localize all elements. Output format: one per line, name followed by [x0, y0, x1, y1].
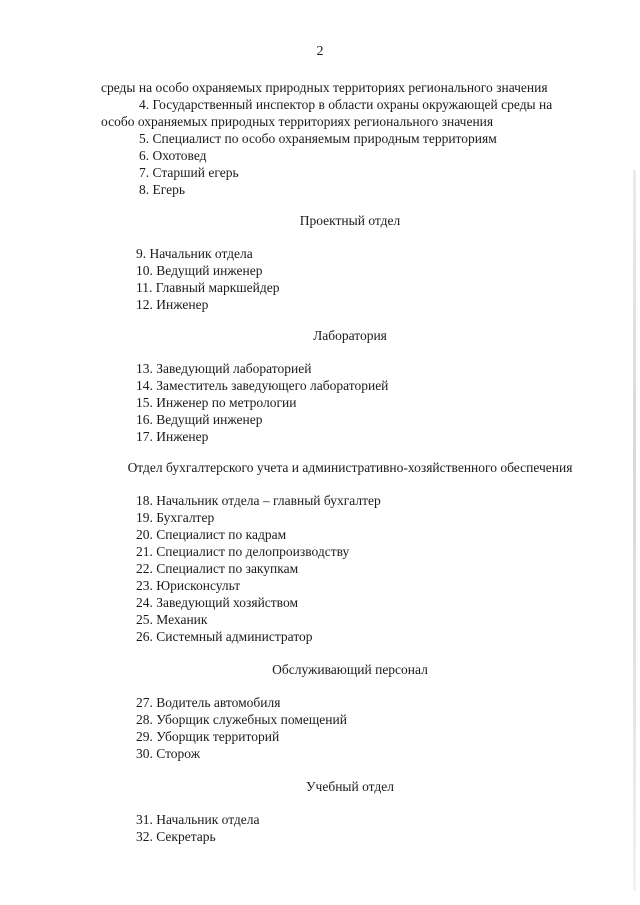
- page-number: 2: [316, 44, 324, 59]
- intro-line: 8. Егерь: [139, 182, 186, 197]
- list-item: 23. Юрисконсульт: [136, 578, 241, 593]
- intro-line: 5. Специалист по особо охраняемым природным территориям: [139, 131, 497, 146]
- list-item: 11. Главный маркшейдер: [136, 280, 280, 295]
- intro-line: особо охраняемых природных территориях регионального значения: [101, 114, 494, 129]
- intro-line: 4. Государственный инспектор в области охраны окружающей среды на: [139, 97, 553, 112]
- section-heading: Учебный отдел: [306, 779, 394, 794]
- intro-line: среды на особо охраняемых природных территориях регионального значения: [101, 80, 548, 95]
- section-heading: Лаборатория: [313, 328, 387, 343]
- scan-edge-shadow: [633, 170, 636, 890]
- list-item: 21. Специалист по делопроизводству: [136, 544, 350, 559]
- list-item: 26. Системный администратор: [136, 629, 313, 644]
- list-item: 15. Инженер по метрологии: [136, 395, 297, 410]
- list-item: 19. Бухгалтер: [136, 510, 215, 525]
- section-heading: Обслуживающий персонал: [272, 662, 428, 677]
- list-item: 31. Начальник отдела: [136, 812, 260, 827]
- intro-line: 7. Старший егерь: [139, 165, 239, 180]
- list-item: 16. Ведущий инженер: [136, 412, 263, 427]
- list-item: 12. Инженер: [136, 297, 209, 312]
- list-item: 30. Сторож: [136, 746, 201, 761]
- list-item: 27. Водитель автомобиля: [136, 695, 281, 710]
- list-item: 13. Заведующий лабораторией: [136, 361, 312, 376]
- list-item: 28. Уборщик служебных помещений: [136, 712, 347, 727]
- list-item: 9. Начальник отдела: [136, 246, 253, 261]
- list-item: 14. Заместитель заведующего лабораторией: [136, 378, 389, 393]
- list-item: 17. Инженер: [136, 429, 209, 444]
- list-item: 18. Начальник отдела – главный бухгалтер: [136, 493, 381, 508]
- list-item: 29. Уборщик территорий: [136, 729, 280, 744]
- section-heading: Проектный отдел: [299, 213, 401, 228]
- list-item: 24. Заведующий хозяйством: [136, 595, 298, 610]
- list-item: 22. Специалист по закупкам: [136, 561, 299, 576]
- intro-line: 6. Охотовед: [139, 148, 207, 163]
- section-heading: Отдел бухгалтерского учета и административно-хозяйственного обеспечения: [127, 460, 573, 475]
- list-item: 32. Секретарь: [136, 829, 216, 844]
- list-item: 10. Ведущий инженер: [136, 263, 263, 278]
- list-item: 20. Специалист по кадрам: [136, 527, 287, 542]
- list-item: 25. Механик: [136, 612, 208, 627]
